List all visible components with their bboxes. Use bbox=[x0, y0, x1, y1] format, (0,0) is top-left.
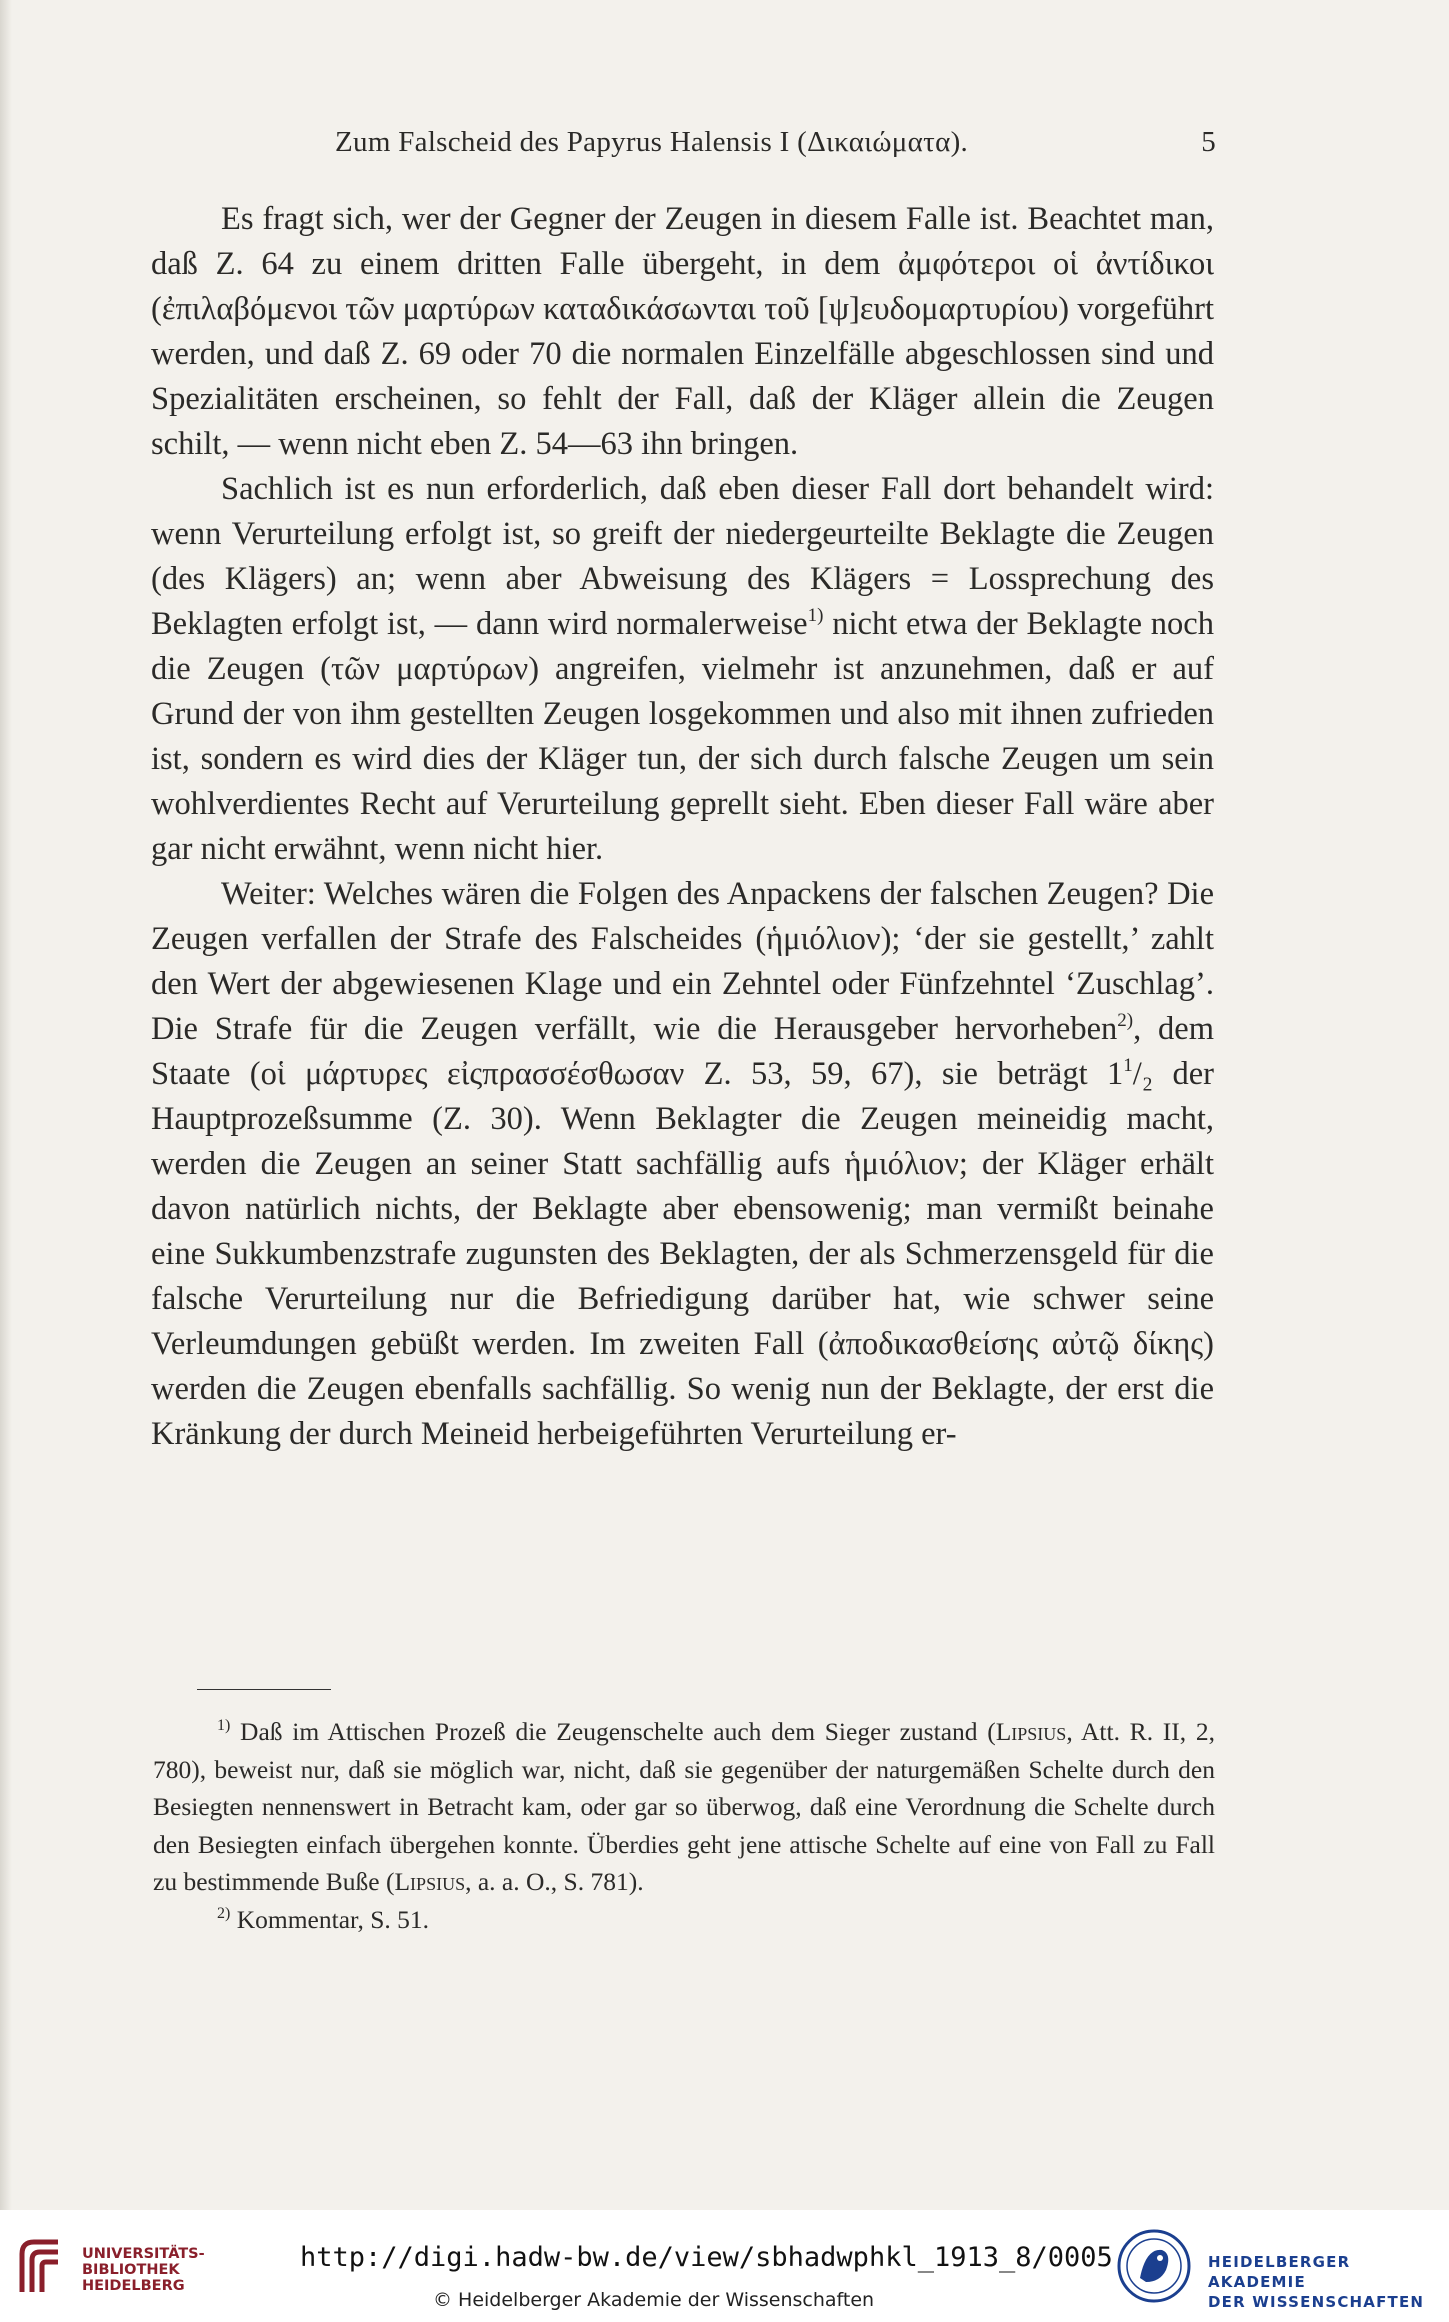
library-name-line-2: BIBLIOTHEK bbox=[82, 2262, 180, 2278]
paragraph-1: Es fragt sich, wer der Gegner der Zeugen in diesem Falle ist. Beachtet man, daß Z. 64 zu einem dritten Falle übergeht, in dem ἀμφότεροι οἱ ἀντίδικοι (ἐπιλαβόμενοι τῶν μαρτύρων καταδικάσωνται τοῦ [ψ]ευδομαρτυρίου) vorgeführt werden, und daß Z. 69 oder 70 die normalen Einzelfälle abgeschlossen sind und Spezialitäten erscheinen, so fehlt der Fall, daß der Kläger allein die Zeugen schilt, — wenn nicht eben Z. 54—63 ihn bringen. bbox=[151, 201, 1214, 462]
footnote-divider bbox=[197, 1689, 331, 1690]
paragraph-3 bbox=[151, 872, 1214, 1457]
body-text bbox=[151, 197, 1214, 1457]
running-title: Zum Falscheid des Papyrus Halensis I (Δικαιώματα). bbox=[335, 126, 969, 158]
paragraph-3-text-b: , dem Staate (οἱ μάρτυρες εἰςπρασσέσθωσαν Z. 53, 59, 67), sie beträgt 1 bbox=[151, 1011, 1214, 1092]
footnote-1 bbox=[153, 1713, 1215, 1901]
footnote-1-text-b: , Att. R. II, 2, 780), beweist nur, daß sie möglich war, nicht, daß sie gegenüber der naturgemäßen Schelte durch den Besiegten nennenswert in Betracht kam, oder gar so überwog, daß eine Verordnung die Schelte durch den Besiegten einfach übergehen konnte. Überdies geht jene attische Schelte auf eine von Fall zu Fall zu bestimmende Buße ( bbox=[153, 1717, 1215, 1896]
paragraph-2-text-a: Sachlich ist es nun erforderlich, daß eben dieser Fall dort behandelt wird: wenn Verurteilung erfolgt ist, so greift der niedergeurteilte Beklagte die Zeugen (des Klägers) an; wenn aber Abweisung des Klägers = Lossprechung des Beklagten erfolgt ist, — dann wird normalerweise bbox=[151, 471, 1214, 642]
footer-bar bbox=[0, 2210, 1449, 2322]
footnote-ref-1[interactable]: 1) bbox=[807, 605, 824, 626]
author-name: Lipsius bbox=[995, 1717, 1067, 1746]
copyright-notice: © Heidelberger Akademie der Wissenschaften bbox=[433, 2289, 875, 2311]
footnotes bbox=[153, 1713, 1215, 1938]
university-library-logo-icon bbox=[14, 2230, 74, 2302]
page-edge-shadow bbox=[0, 0, 12, 2210]
footnote-2 bbox=[153, 1901, 1215, 1939]
academy-seal-icon bbox=[1116, 2228, 1192, 2304]
permalink-url[interactable]: http://digi.hadw-bw.de/view/sbhadwphkl_1913_8/0005 bbox=[300, 2242, 1113, 2273]
academy-name-line-2: DER WISSENSCHAFTEN bbox=[1208, 2293, 1425, 2311]
library-name-line-3: HEIDELBERG bbox=[82, 2278, 185, 2294]
paragraph-3-text-a: Weiter: Welches wären die Folgen des Anpackens der falschen Zeugen? Die Zeugen verfallen der Strafe des Falscheides (ἡμιόλιον); ‘der sie gestellt,’ zahlt den Wert der abgewiesenen Klage und ein Zehntel oder Fünfzehntel ‘Zuschlag’. Die Strafe für die Zeugen verfällt, wie die Herausgeber hervorheben bbox=[151, 876, 1214, 1047]
paragraph-3-text-c: der Hauptprozeßsumme (Z. 30). Wenn Beklagter die Zeugen meineidig macht, werden die Zeugen an seiner Statt sachfällig aufs ἡμιόλιον; der Kläger erhält davon natürlich nichts, der Beklagte aber ebensowenig; man vermißt beinahe eine Sukkumbenzstrafe zugunsten des Beklagten, der als Schmerzensgeld für die falsche Verurteilung nur die Befriedigung darüber hat, wie schwer seine Verleumdungen gebüßt werden. Im zweiten Fall (ἀποδικασθείσης αὐτῷ δίκης) werden die Zeugen ebenfalls sachfällig. So wenig nun der Beklagte, der erst die Kränkung der durch Meineid herbeigeführten Verurteilung er- bbox=[151, 1056, 1214, 1452]
university-library-name bbox=[82, 2246, 205, 2294]
paragraph-2 bbox=[151, 467, 1214, 872]
academy-name-line-1: HEIDELBERGER AKADEMIE bbox=[1208, 2253, 1351, 2291]
footnote-2-text: Kommentar, S. 51. bbox=[230, 1904, 430, 1934]
paragraph-2-text-b: nicht etwa der Beklagte noch die Zeugen (τῶν μαρτύρων) angreifen, vielmehr ist anzunehmen, daß er auf Grund der von ihm gestellten Zeugen losgekommen und also mit ihnen zufrieden ist, sondern es wird dies der Kläger tun, der sich durch falsche Zeugen um sein wohlverdientes Recht auf Verurteilung geprellt sieht. Eben dieser Fall wäre aber gar nicht erwähnt, wenn nicht hier. bbox=[151, 606, 1214, 867]
fraction-denominator: /₂ bbox=[1132, 1056, 1154, 1092]
author-name: Lipsius bbox=[394, 1867, 466, 1896]
footnote-1-mark: 1) bbox=[217, 1717, 231, 1734]
footnote-2-mark: 2) bbox=[217, 1904, 231, 1922]
library-name-line-1: UNIVERSITÄTS- bbox=[82, 2246, 205, 2262]
footnote-1-text-a: Daß im Attischen Prozeß die Zeugenschelte auch dem Sieger zustand ( bbox=[230, 1717, 996, 1746]
page-number: 5 bbox=[1201, 126, 1216, 158]
footnote-1-text-c: , a. a. O., S. 781). bbox=[465, 1867, 644, 1896]
academy-name bbox=[1208, 2252, 1449, 2312]
footnote-ref-2[interactable]: 2) bbox=[1117, 1010, 1134, 1031]
fraction-numerator: 1 bbox=[1123, 1055, 1133, 1076]
